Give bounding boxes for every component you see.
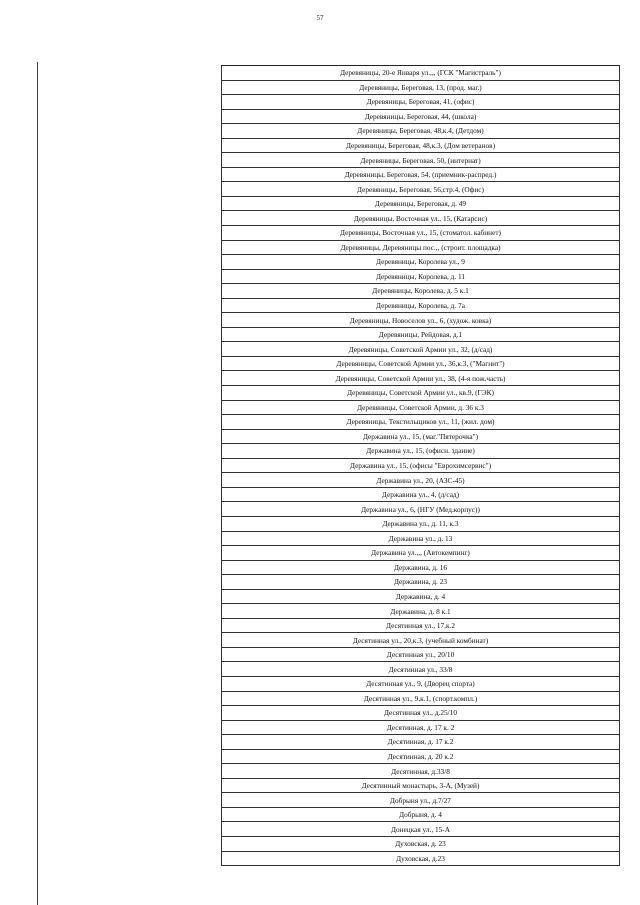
table-row	[222, 240, 620, 255]
address-cell: Деревяницы, Королева, д. 5 к.1	[222, 284, 620, 299]
table-row	[222, 327, 620, 342]
address-cell: Державина ул., д. 13	[222, 531, 620, 546]
address-cell: Деревяницы, Текстильщиков ул., 11, (жил. дом)	[222, 415, 620, 430]
table-row	[222, 255, 620, 270]
table-row	[222, 386, 620, 401]
table-row	[222, 647, 620, 662]
table-row	[222, 211, 620, 226]
table-row	[222, 182, 620, 197]
table-row	[222, 807, 620, 822]
table-row	[222, 633, 620, 648]
table-row	[222, 735, 620, 750]
table-row	[222, 66, 620, 81]
address-cell: Державина, д. 8 к.1	[222, 604, 620, 619]
address-cell: Деревяницы, Береговая, д. 49	[222, 196, 620, 211]
address-table-body	[222, 66, 620, 866]
table-row	[222, 342, 620, 357]
address-cell: Деревяницы, Восточная ул., 15, (стоматол. кабинет)	[222, 226, 620, 241]
table-row	[222, 269, 620, 284]
address-cell: Десятинная, д. 17 к.2	[222, 735, 620, 750]
address-cell: Державина, д. 23	[222, 575, 620, 590]
table-row	[222, 444, 620, 459]
table-row	[222, 778, 620, 793]
address-cell: Деревяницы, Королева ул., 9	[222, 255, 620, 270]
table-row	[222, 575, 620, 590]
table-row	[222, 458, 620, 473]
table-row	[222, 313, 620, 328]
address-cell: Деревяницы, Советской Армии ул., 38, (4-я пож.часть)	[222, 371, 620, 386]
address-cell: Десятинная ул., д.25/10	[222, 706, 620, 721]
table-row	[222, 284, 620, 299]
table-row	[222, 546, 620, 561]
table-row	[222, 124, 620, 139]
address-cell: Десятинный монастырь, 3-А, (Музей)	[222, 778, 620, 793]
address-cell: Деревяницы, Рейдовая, д.1	[222, 327, 620, 342]
address-cell: Державина ул., 20, (АЗС-45)	[222, 473, 620, 488]
table-row	[222, 604, 620, 619]
table-row	[222, 822, 620, 837]
table-row	[222, 764, 620, 779]
address-cell: Деревяницы, Деревяницы пос.,, (строит. площадка)	[222, 240, 620, 255]
table-row	[222, 153, 620, 168]
address-cell: Добрыня, д. 4	[222, 807, 620, 822]
table-row	[222, 502, 620, 517]
address-cell: Державина ул., 6, (НГУ (Мед.корпус))	[222, 502, 620, 517]
table-row	[222, 531, 620, 546]
address-cell: Державина ул., д. 11, к.3	[222, 516, 620, 531]
address-cell: Духовская, д. 23	[222, 836, 620, 851]
table-row	[222, 720, 620, 735]
table-row	[222, 589, 620, 604]
address-cell: Деревяницы, Береговая, 41, (офис)	[222, 95, 620, 110]
address-cell: Деревяницы, Береговая, 56,стр.4, (Офис)	[222, 182, 620, 197]
table-row	[222, 95, 620, 110]
table-row	[222, 662, 620, 677]
table-row	[222, 138, 620, 153]
address-cell: Деревяницы, Королева, д. 11	[222, 269, 620, 284]
address-cell: Добрыня ул., д.7/27	[222, 793, 620, 808]
address-cell: Десятинная ул., 9, (Дворец спорта)	[222, 676, 620, 691]
table-row	[222, 298, 620, 313]
table-row	[222, 167, 620, 182]
address-cell: Десятинная, д.33/8	[222, 764, 620, 779]
address-cell: Деревяницы, Советской Армии ул., 32, (д/сад)	[222, 342, 620, 357]
address-cell: Деревяницы, Береговая, 44, (школа)	[222, 109, 620, 124]
table-row	[222, 749, 620, 764]
address-cell: Державина ул., 15, (маг."Пятерочка")	[222, 429, 620, 444]
table-row	[222, 851, 620, 866]
address-cell: Деревяницы, Восточная ул., 15, (Катарсис)	[222, 211, 620, 226]
address-cell: Державина ул., 4, (д/сад)	[222, 487, 620, 502]
address-cell: Деревяницы, Советской Армии, д. 36 к.3	[222, 400, 620, 415]
table-row	[222, 356, 620, 371]
address-cell: Деревяницы, Королева, д. 7а	[222, 298, 620, 313]
address-cell: Деревяницы, Береговая, 13, (прод. маг.)	[222, 80, 620, 95]
address-cell: Десятинная, д. 20 к.2	[222, 749, 620, 764]
address-cell: Державина ул.,,, (Автокемпинг)	[222, 546, 620, 561]
address-cell: Деревяницы, Береговая, 48,к.4, (Детдом)	[222, 124, 620, 139]
table-row	[222, 618, 620, 633]
address-cell: Державина, д. 4	[222, 589, 620, 604]
page-number: 57	[316, 14, 324, 22]
address-cell: Десятинная ул., 20,к.3, (учебный комбинат)	[222, 633, 620, 648]
address-cell: Державина ул., 15, (офисы "Еврохимсервис")	[222, 458, 620, 473]
table-row	[222, 793, 620, 808]
table-row	[222, 226, 620, 241]
table-row	[222, 676, 620, 691]
address-cell: Деревяницы, Береговая, 50, (интернат)	[222, 153, 620, 168]
address-cell: Духовская, д.23	[222, 851, 620, 866]
table-row	[222, 196, 620, 211]
table-row	[222, 836, 620, 851]
table-row	[222, 706, 620, 721]
address-cell: Деревяницы, 20-е Января ул.,,, (ГСК "Магистраль")	[222, 66, 620, 81]
address-cell: Деревяницы, Береговая, 48,к.3, (Дом ветеранов)	[222, 138, 620, 153]
address-cell: Десятинная, д. 17 к. 2	[222, 720, 620, 735]
address-cell: Державина, д. 16	[222, 560, 620, 575]
address-cell: Державина ул., 15, (офисн. здание)	[222, 444, 620, 459]
address-cell: Деревяницы, Береговая, 54, (приемник-распред.)	[222, 167, 620, 182]
address-cell: Деревяницы, Советской Армии ул., кв.9, (ГЭК)	[222, 386, 620, 401]
left-margin-rule	[37, 62, 38, 905]
table-row	[222, 473, 620, 488]
address-cell: Десятинная ул., 20/10	[222, 647, 620, 662]
address-cell: Десятинная ул., 9,к.1, (спорт.компл.)	[222, 691, 620, 706]
address-cell: Десятинная ул., 17,к.2	[222, 618, 620, 633]
table-row	[222, 415, 620, 430]
table-row	[222, 80, 620, 95]
table-row	[222, 400, 620, 415]
table-row	[222, 371, 620, 386]
table-row	[222, 691, 620, 706]
address-cell: Деревяницы, Советской Армии ул., 36,к.3, ("Магнит")	[222, 356, 620, 371]
table-row	[222, 560, 620, 575]
table-row	[222, 429, 620, 444]
address-cell: Деревяницы, Новоселов ул., 6, (худож. ковка)	[222, 313, 620, 328]
address-table	[221, 65, 620, 866]
address-cell: Десятинная ул., 33/8	[222, 662, 620, 677]
table-row	[222, 487, 620, 502]
address-cell: Донецкая ул., 15-А	[222, 822, 620, 837]
table-row	[222, 516, 620, 531]
table-row	[222, 109, 620, 124]
